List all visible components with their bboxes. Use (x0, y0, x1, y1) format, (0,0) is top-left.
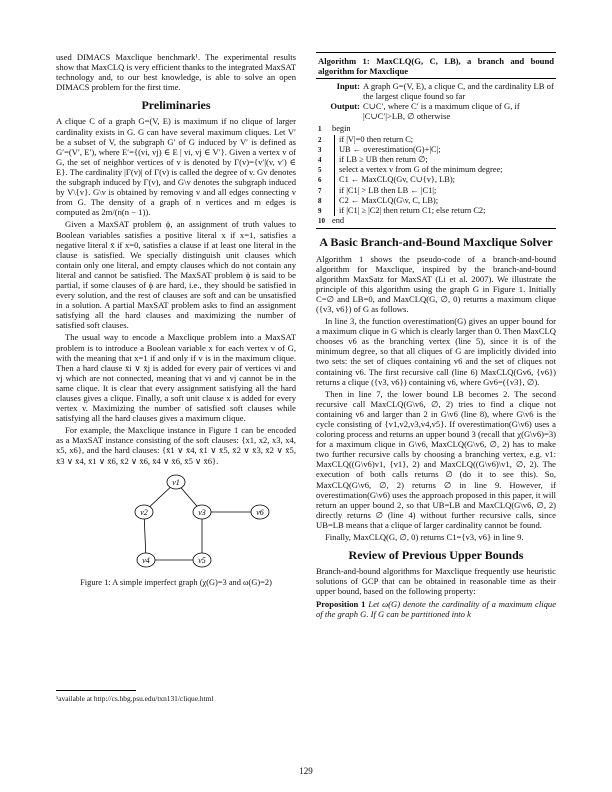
node-label-v5: v5 (198, 555, 206, 565)
algorithm-line-number: 7 (318, 186, 322, 195)
node-label-v3: v3 (198, 507, 206, 517)
solver-paragraph-2: In line 3, the function overestimation(G) gives an upper bound for a maximum clique in G which is clearly larger than 0. Then MaxCLQ chooses v6 as the branching vertex (line 5), since it is of the minimum degree, so that all cliques of G are implicitly divided into two sets: the set of cliques containing v6 and the set of cliques not containing v6. The first recursive call (line 6) MaxCLQ(Gv6, {v6}) returns a clique ({v3, v6}) containing v6, where Gv6=({v3}, ∅). (316, 316, 557, 387)
algorithm-line (316, 124, 556, 134)
footnote-rule (56, 690, 136, 691)
algorithm-line-number: 3 (318, 145, 322, 154)
algorithm-line (316, 196, 556, 206)
upper-bounds-paragraph: Branch-and-bound algorithms for Maxclique frequently use heuristic solutions of GCP that can be obtained in reasonable time as their upper bound, based on the following property: (316, 566, 556, 597)
algorithm-line (316, 175, 556, 185)
algorithm-line (316, 145, 556, 155)
solver-paragraph-3: Then in line 7, the lower bound LB becomes 2. The second recursive call MaxCLQ(G\v6, ∅, 2) tries to find a clique not containing v6 and larger than 2 in G\v6 (line 8), where G\v6 is the cycle consisting of {v1,v2,v3,v4,v5}. If overestimation(G\v6) uses a coloring process and returns an upper bound 3 (recall that χ(G\v6)=3) for a maximum clique in G\v6, MaxCLQ(G\v6, ∅, 2) has to make two further recursive calls by choosing a branching vertex, e.g. v1: MaxCLQ((G\v6)v1, {v1}, 2) and MaxCLQ((G\v6)\v1, ∅, 2). The execution of both calls returns ∅ (do it to see this). So, MaxCLQ(G\v6, ∅, 2) returns ∅ in line 9. However, if overestimation(G\v6) uses the approach proposed in this paper, it will return an upper bound 2, so that UB=LB and MaxCLQ(G\v6, ∅, 2) directly returns ∅ (line 4) without further recursive calls, since UB=LB means that a clique of larger cardinality cannot be found. (316, 388, 556, 530)
left-column (56, 52, 296, 588)
algorithm-output-label: Output: (330, 101, 360, 112)
preliminaries-paragraph-2: Given a MaxSAT problem ϕ, an assignment of truth values to Boolean variables satisfies a positive literal x if x=1, satisfies a negative literal x̄ if x=0, satisfies a clause if at least one literal in the clause is satisfied. We specially distinguish unit clauses which contain only one literal, and empty clauses which do not contain any literal and cannot be satisfied. The MaxSAT problem ϕ is said to be partial, if some clauses of ϕ are hard, i.e., they should be satisfied in every solution, and the rest of clauses are soft and can be unsatisfied in a solution. A partial MaxSAT problem asks to find an assignment satisfying all the hard clauses and maximizing the number of satisfied soft clauses. (56, 219, 296, 331)
figure-1-graph (56, 472, 296, 576)
proposition-label: Proposition 1 (316, 598, 366, 609)
proposition-text: Let ω(G) denote the cardinality of a maximum clique of the graph G. If G can be partitioned into k (316, 598, 557, 619)
algorithm-line-text: UB ← overestimation(G)+|C|; (334, 145, 556, 155)
algorithm-input-value: A graph G=(V, E), a clique C, and the cardinality LB of the largest clique found so far (363, 81, 554, 102)
algorithm-output-row (318, 101, 554, 121)
algorithm-title: Algorithm 1: MaxCLQ(G, C, LB), a branch and bound algorithm for Maxclique (316, 55, 556, 79)
algorithm-line-number: 4 (318, 155, 322, 164)
preliminaries-heading: Preliminaries (141, 98, 211, 113)
right-column (316, 52, 556, 621)
node-label-v6: v6 (256, 507, 264, 517)
algorithm-line-text: if |C1| > LB then LB ← |C1|; (334, 186, 556, 196)
algorithm-input-row (318, 81, 554, 101)
algorithm-line-text: if LB ≥ UB then return ∅; (334, 155, 556, 165)
node-label-v1: v1 (172, 477, 180, 487)
intro-paragraph: used DIMACS Maxclique benchmark¹. The experimental results show that MaxCLQ is very efficient thanks to the integrated MaxSAT technology and, to our best knowledge, is able to solve an open DIMACS problem for the first time. (56, 52, 296, 93)
footnote: ¹available at http://cs.hbg.psu.edu/txn131/clique.html (56, 694, 214, 703)
algorithm-line-number: 1 (318, 125, 322, 134)
algorithm-line-text: select a vertex v from G of the minimum degree; (334, 165, 556, 175)
algorithm-line-text: C1 ← MaxCLQ(Gv, C∪{v}, LB); (334, 175, 556, 185)
basic-solver-heading: A Basic Branch-and-Bound Maxclique Solver (319, 235, 553, 250)
algorithm-io (316, 79, 556, 122)
graph-svg (56, 472, 296, 576)
algorithm-line (316, 206, 556, 216)
algorithm-line-number: 2 (318, 135, 322, 144)
algorithm-input-label: Input: (336, 81, 360, 91)
algorithm-line (316, 155, 556, 165)
algorithm-line-text: if |V|=0 then return C; (334, 135, 556, 145)
algorithm-line-number: 10 (318, 217, 325, 226)
proposition-1 (316, 599, 556, 619)
solver-paragraph-4: Finally, MaxCLQ(G, ∅, 0) returns C1={v3, v6} in line 9. (325, 532, 524, 543)
algorithm-line-number: 5 (318, 166, 322, 175)
preliminaries-paragraph-4: For example, the Maxclique instance in Figure 1 can be encoded as a MaxSAT instance consisting of the soft clauses: {x1, x2, x3, x4, x5, x6}, and the hard clauses: {x̄1 ∨ x̄4, x̄1 ∨ x̄5, x̄2 ∨ x̄3, x̄2 ∨ x̄5, x̄3 ∨ x̄4, x̄1 ∨ x̄6, x̄2 ∨ x̄6, x̄4 ∨ x̄6, x̄5 ∨ x̄6}. (56, 425, 296, 466)
page-number: 129 (299, 766, 313, 776)
preliminaries-paragraph-1: A clique C of a graph G=(V, E) is maximum if no clique of larger cardinality exists in G. G can have several maximum cliques. Let V′ be a subset of V, the subgraph G′ of G induced by V′ is defined as G′=(V′, E′), where E′={(vi, vj) ∈ E | vi, vj ∈ V′}. Given a vertex v of G, the set of neighbor vertices of v is denoted by Γ(v)={v′|(v, v′) ∈ E}. The cardinality |Γ(v)| of Γ(v) is called the degree of v. Gv denotes the subgraph induced by Γ(v), and G\v denotes the subgraph induced by V\{v}. G\v is obtained by removing v and all edges connecting v from G. The density of a graph of n vertices and m edges is computed as 2m/(n(n − 1)). (56, 116, 296, 218)
algorithm-line-number: 6 (318, 176, 322, 185)
algorithm-line-text: C2 ← MaxCLQ(G\v, C, LB); (334, 196, 556, 206)
upper-bounds-heading: Review of Previous Upper Bounds (348, 548, 524, 563)
algorithm-line (316, 186, 556, 196)
algorithm-1-box (316, 52, 556, 229)
algorithm-line-text: if |C1| ≥ |C2| then return C1; else return C2; (334, 206, 556, 216)
algorithm-line-number: 9 (318, 207, 322, 215)
node-label-v4: v4 (142, 555, 150, 565)
algorithm-line (316, 135, 556, 145)
preliminaries-paragraph-3: The usual way to encode a Maxclique problem into a MaxSAT problem is to introduce a Boolean variable x for each vertex v of G, with the meaning that x=1 if and only if v is in the maximum clique. Then a hard clause x̄i ∨ x̄j is added for every pair of vertices vi and vj which are not connected, meaning that vi and vj cannot be in the same clique. It is clear that every assignment satisfying all the hard clauses gives a clique. Finally, a soft unit clause x is added for every vertex v. Maximizing the number of satisfied soft clauses while satisfying all the hard clauses gives a maximum clique. (56, 332, 296, 424)
algorithm-line (316, 165, 556, 175)
algorithm-line (316, 216, 556, 226)
node-label-v2: v2 (140, 507, 148, 517)
algorithm-line-text: begin (332, 124, 351, 134)
algorithm-line-text: end (332, 216, 345, 226)
algorithm-output-value: C∪C′, where C′ is a maximum clique of G, if |C∪C′|>LB, ∅ otherwise (363, 101, 520, 122)
algorithm-line-number: 8 (318, 196, 322, 205)
algorithm-lines (316, 122, 556, 226)
figure-1-caption: Figure 1: A simple imperfect graph (χ(G)=3 and ω(G)=2) (80, 577, 272, 587)
solver-paragraph-1: Algorithm 1 shows the pseudo-code of a branch-and-bound algorithm for Maxclique, inspired by the branch-and-bound algorithm MaxSatz for MaxSAT (Li et al. 2007). We illustrate the principle of this algorithm using the graph G in Figure 1. Initially C=∅ and LB=0, and MaxCLQ(G, ∅, 0) returns a maximum clique ({v3, v6}) of G as follows. (316, 253, 556, 314)
